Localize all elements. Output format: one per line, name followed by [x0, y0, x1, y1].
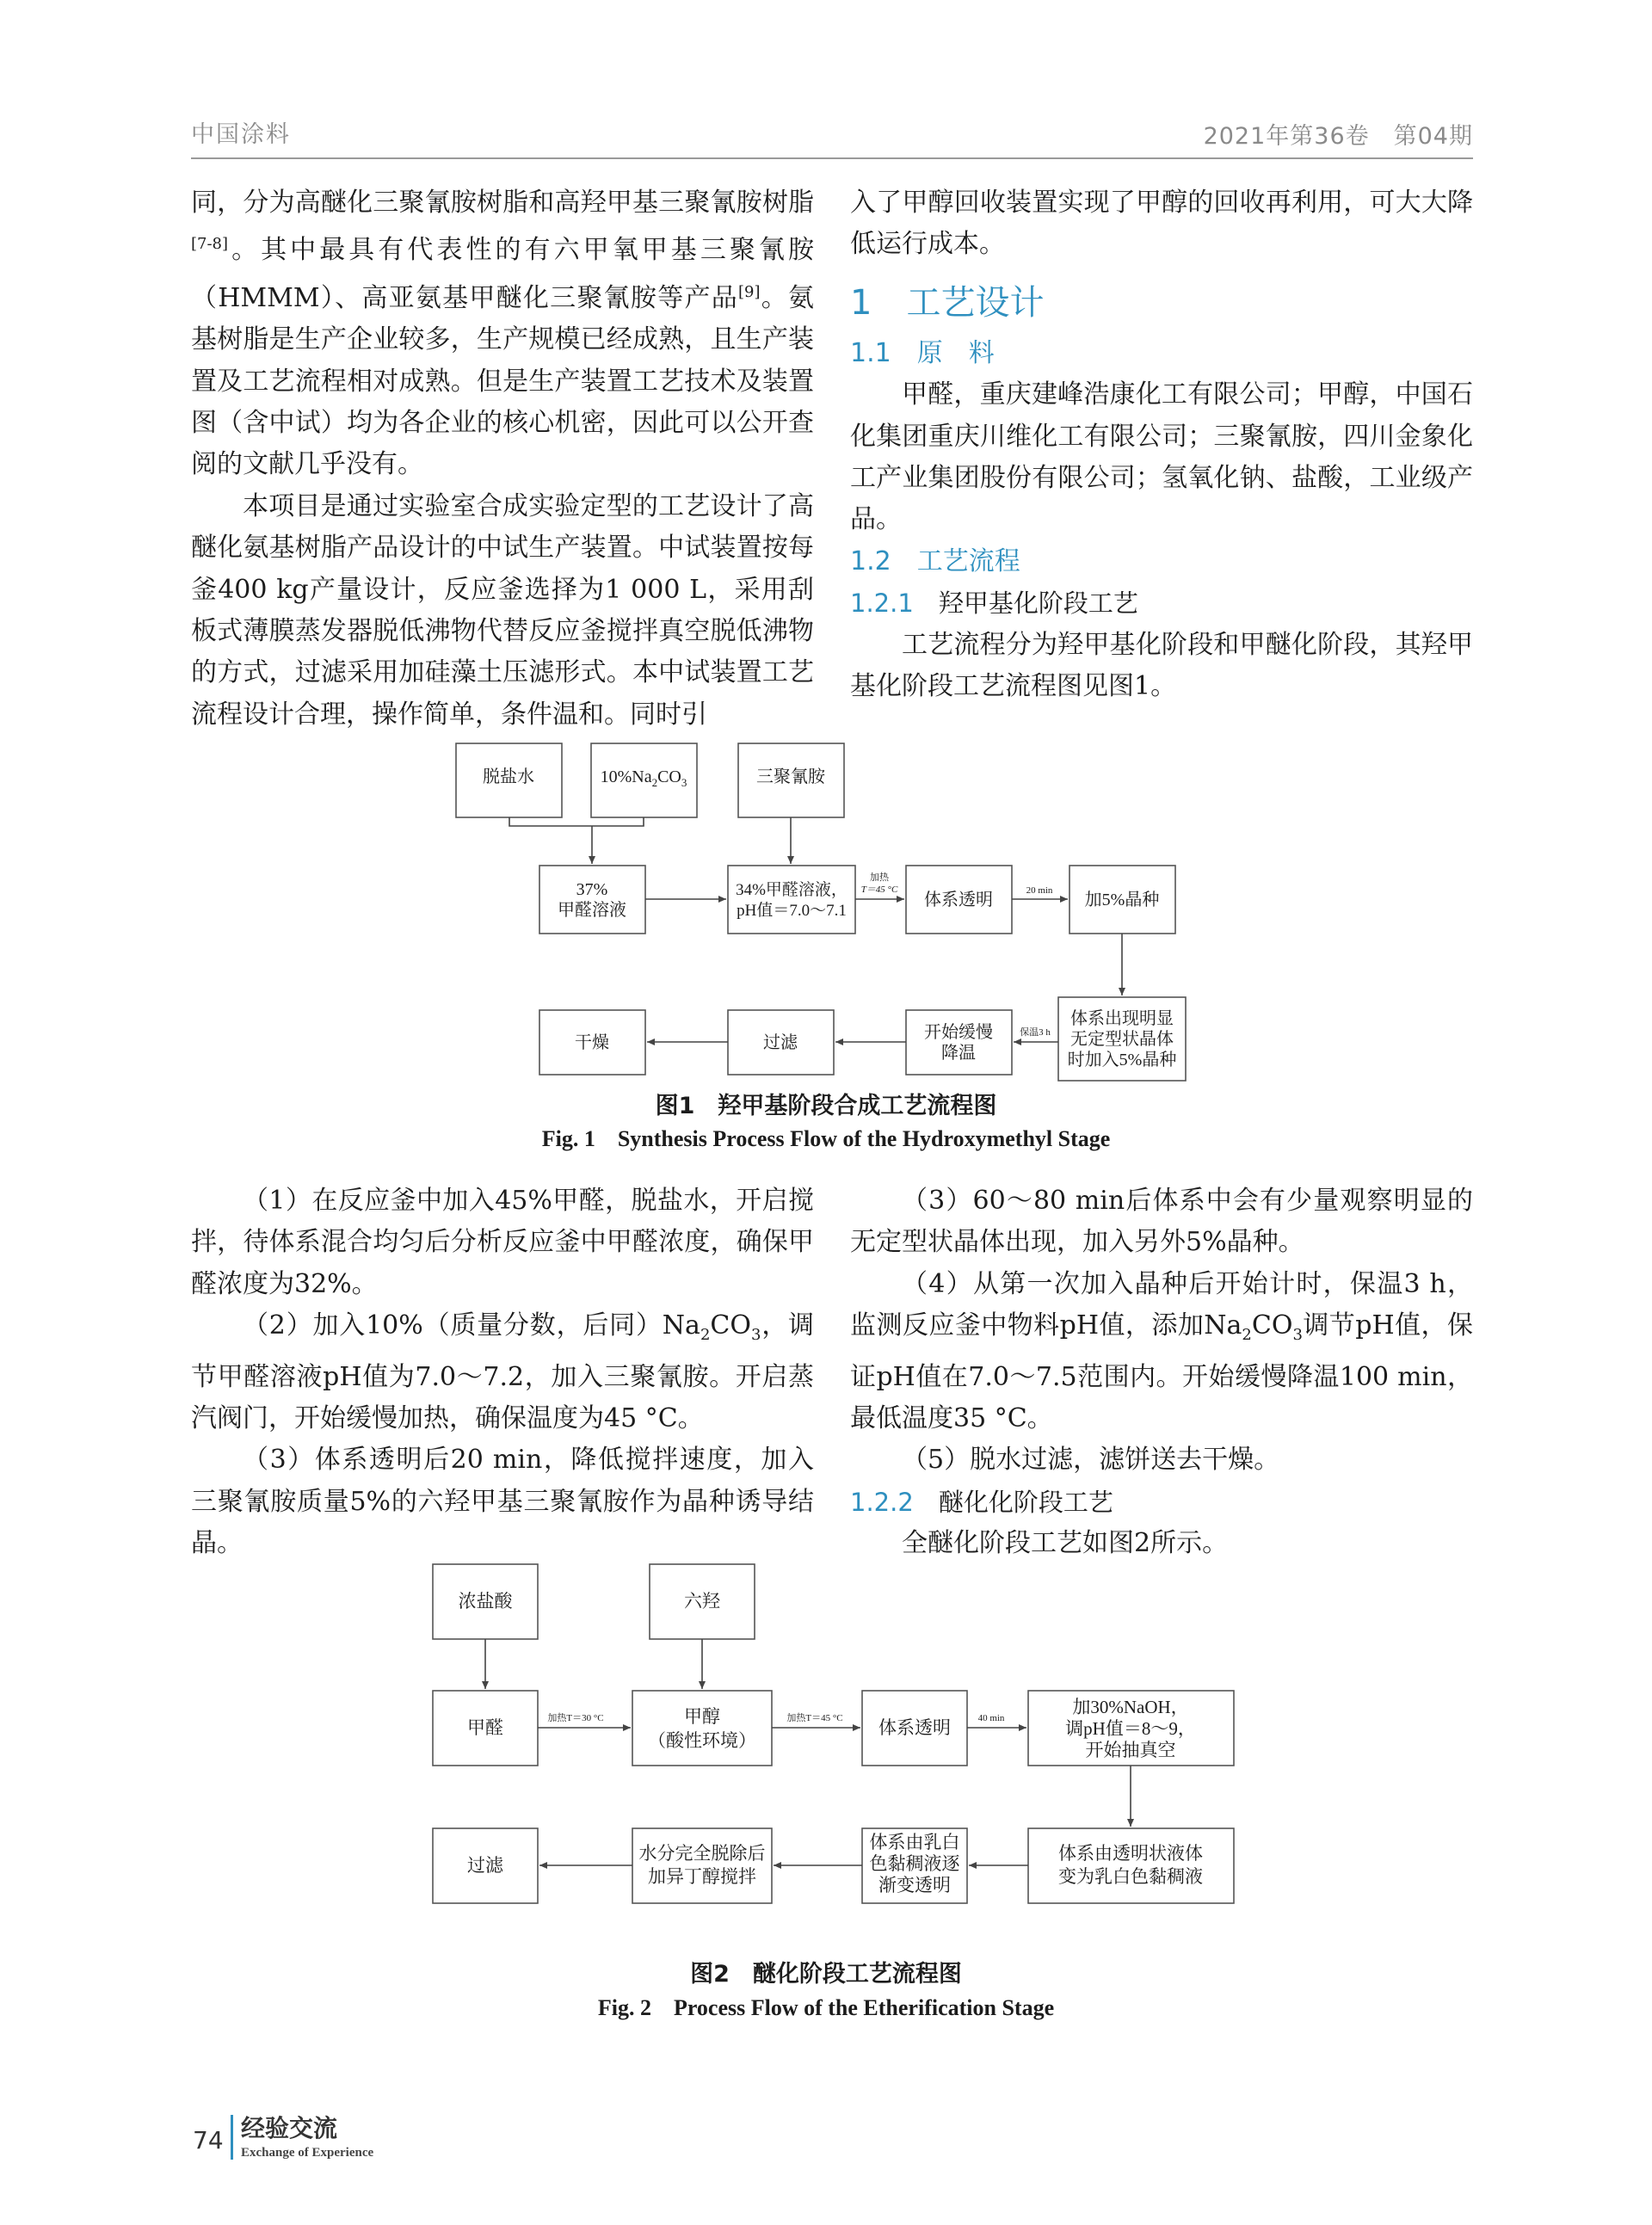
text: CO — [710, 1310, 751, 1341]
text: 。其中最具有代表性的有六甲氧甲基三聚氰胺（HMMM）、高亚氨基甲醚化三聚氰胺等产品 — [191, 235, 814, 313]
heading-number: 1.2.2 — [850, 1487, 914, 1517]
arrow-label: 20 min — [1026, 885, 1053, 896]
heading-text: 醚化化阶段工艺 — [938, 1487, 1113, 1517]
text: 。氨基树脂是生产企业较多，生产规模已经成熟，且生产装置及工艺流程相对成熟。但是生产装置工艺技术及装置图（含中试）均为各企业的核心机密，因此可以公开查阅的文献几乎没有。 — [191, 282, 815, 480]
subsection-heading: 1.2 工艺流程 — [850, 545, 1020, 576]
step-5: （5）脱水过滤，滤饼送去干燥。 — [902, 1445, 1280, 1476]
node-label: 时加入5%晶种 — [1067, 1051, 1177, 1069]
node-label: 加5%晶种 — [1084, 891, 1160, 909]
node-label: 干燥 — [575, 1033, 609, 1052]
step-3b: （3）60～80 min后体系中会有少量观察明显的无定型状晶体出现，加入另外5%晶种。 — [850, 1186, 1473, 1258]
node-label: 34%甲醛溶液， — [736, 881, 848, 899]
node-label: 色黏稠液逐 — [869, 1853, 960, 1874]
node-label: 甲醛 — [467, 1717, 503, 1738]
heading-number: 1.2.1 — [850, 589, 914, 619]
node-label: 37% — [576, 880, 608, 899]
subsection-heading: 1.1 原 料 — [850, 337, 995, 368]
paragraph: 全醚化阶段工艺如图2所示。 — [902, 1528, 1229, 1559]
node-label: 渐变透明 — [878, 1875, 951, 1895]
step-1: （1）在反应釜中加入45%甲醛，脱盐水，开启搅拌，待体系混合均匀后分析反应釜中甲醛浓度，确保甲醛浓度为32%。 — [191, 1186, 814, 1299]
citation: [7-8] — [191, 235, 229, 254]
figure-1-caption-en: Fig. 1 Synthesis Process Flow of the Hydroxymethyl Stage — [541, 1126, 1111, 1151]
node-label: 过滤 — [763, 1033, 798, 1052]
arrow-label: 加热 — [870, 872, 889, 883]
paragraph: 工艺流程分为羟甲基化阶段和甲醚化阶段，其羟甲基化阶段工艺流程图见图1。 — [850, 629, 1473, 702]
node-label: 浓盐酸 — [458, 1591, 513, 1612]
node-label: 脱盐水 — [483, 767, 534, 786]
node-label: 加异丁醇搅拌 — [648, 1866, 756, 1887]
section-name-en: Exchange of Experience — [241, 2146, 374, 2160]
text: CO — [1251, 1310, 1293, 1341]
journal-name: 中国涂料 — [191, 121, 291, 148]
text: （4）从第一次加入晶种后开始计时，保温3 h，监测反应釜中物料pH值，添加Na — [850, 1268, 1473, 1341]
node-label: 甲醛溶液 — [558, 901, 626, 920]
node-label: （酸性环境） — [648, 1730, 756, 1751]
arrow-label: T＝45 °C — [860, 884, 898, 895]
heading-text: 羟甲基化阶段工艺 — [938, 589, 1138, 619]
node-label: 开始抽真空 — [1085, 1740, 1176, 1760]
node-label: 体系由乳白 — [869, 1832, 960, 1852]
node-label: 加30%NaOH， — [1072, 1697, 1189, 1717]
arrow-label: 保温3 h — [1020, 1027, 1051, 1038]
node-label: 无定型状晶体 — [1070, 1030, 1174, 1049]
page-number: 74 — [193, 2126, 224, 2154]
paragraph: 入了甲醇回收装置实现了甲醇的回收再利用，可大大降低运行成本。 — [850, 188, 1473, 260]
node-label: 调pH值＝8～9， — [1065, 1718, 1196, 1739]
subscript: 3 — [1292, 1326, 1303, 1345]
section-heading: 1 工艺设计 — [850, 282, 1045, 323]
node-label: pH值＝7.0～7.1 — [737, 902, 847, 920]
subscript: 3 — [750, 1326, 761, 1345]
section-name-cn: 经验交流 — [241, 2114, 338, 2142]
citation: [9] — [737, 282, 761, 301]
paragraph: 本项目是通过实验室合成实验定型的工艺设计了高醚化氨基树脂产品设计的中试生产装置。中试装置按每釜400 kg产量设计，反应釜选择为1 000 L，采用刮板式薄膜蒸发器脱低沸物代替反应釜搅拌真空脱低沸物的方式，过滤采用加硅藻土压滤形式。本中试装置工艺流程设计合理，操作简单，条件温和。同时引 — [191, 490, 814, 730]
node-label: 变为乳白色黏稠液 — [1058, 1866, 1203, 1887]
footer-divider — [231, 2115, 233, 2160]
subscript: 2 — [700, 1326, 711, 1345]
node-label: $10\%Na_2CO_3$ — [600, 767, 687, 789]
text: 同，分为高醚化三聚氰胺树脂和高羟甲基三聚氰胺树脂 — [191, 188, 814, 218]
step-3: （3）体系透明后20 min，降低搅拌速度，加入三聚氰胺质量5%的六羟甲基三聚氰胺作为晶种诱导结晶。 — [191, 1445, 814, 1559]
node-label: 体系透明 — [878, 1717, 951, 1738]
node-label: 体系出现明显 — [1070, 1009, 1174, 1028]
figure-1-caption-cn: 图1 羟甲基阶段合成工艺流程图 — [655, 1093, 997, 1119]
node-label: 六羟 — [684, 1591, 720, 1612]
node-label: 三聚氰胺 — [756, 767, 825, 786]
text: 调节pH值，保证pH值在7.0～7.5范围内。开始缓慢降温100 min，最低温度35 °C。 — [850, 1310, 1473, 1434]
arrow-label: 加热T＝30 °C — [547, 1713, 604, 1723]
node-label: 甲醇 — [684, 1706, 720, 1727]
paragraph: 甲醛，重庆建峰浩康化工有限公司；甲醇，中国石化集团重庆川维化工有限公司；三聚氰胺，四川金象化工产业集团股份有限公司；氢氧化钠、盐酸，工业级产品。 — [850, 379, 1473, 535]
node-label: 过滤 — [467, 1855, 503, 1876]
node-label: 体系透明 — [924, 891, 993, 909]
text: ，调节甲醛溶液pH值为7.0～7.2，加入三聚氰胺。开启蒸汽阀门，开始缓慢加热，确保温度为45 °C。 — [191, 1310, 815, 1434]
node-label: 体系由透明状液体 — [1058, 1843, 1203, 1864]
node-label: 水分完全脱除后 — [638, 1843, 766, 1864]
box-methanol — [632, 1691, 772, 1766]
arrow-label: 加热T＝45 °C — [786, 1713, 843, 1723]
node-label: 开始缓慢 — [924, 1023, 993, 1042]
node-label: 降温 — [941, 1044, 976, 1063]
text: （2）加入10%（质量分数，后同）Na — [243, 1310, 700, 1341]
subscript: 2 — [1242, 1326, 1252, 1345]
figure-2-caption-en: Fig. 2 Process Flow of the Etherification Stage — [597, 1995, 1055, 2020]
figure-2-caption-cn: 图2 醚化阶段工艺流程图 — [690, 1961, 962, 1988]
issue-info: 2021年第36卷 第04期 — [1203, 123, 1473, 150]
arrow-label: 40 min — [977, 1713, 1005, 1723]
